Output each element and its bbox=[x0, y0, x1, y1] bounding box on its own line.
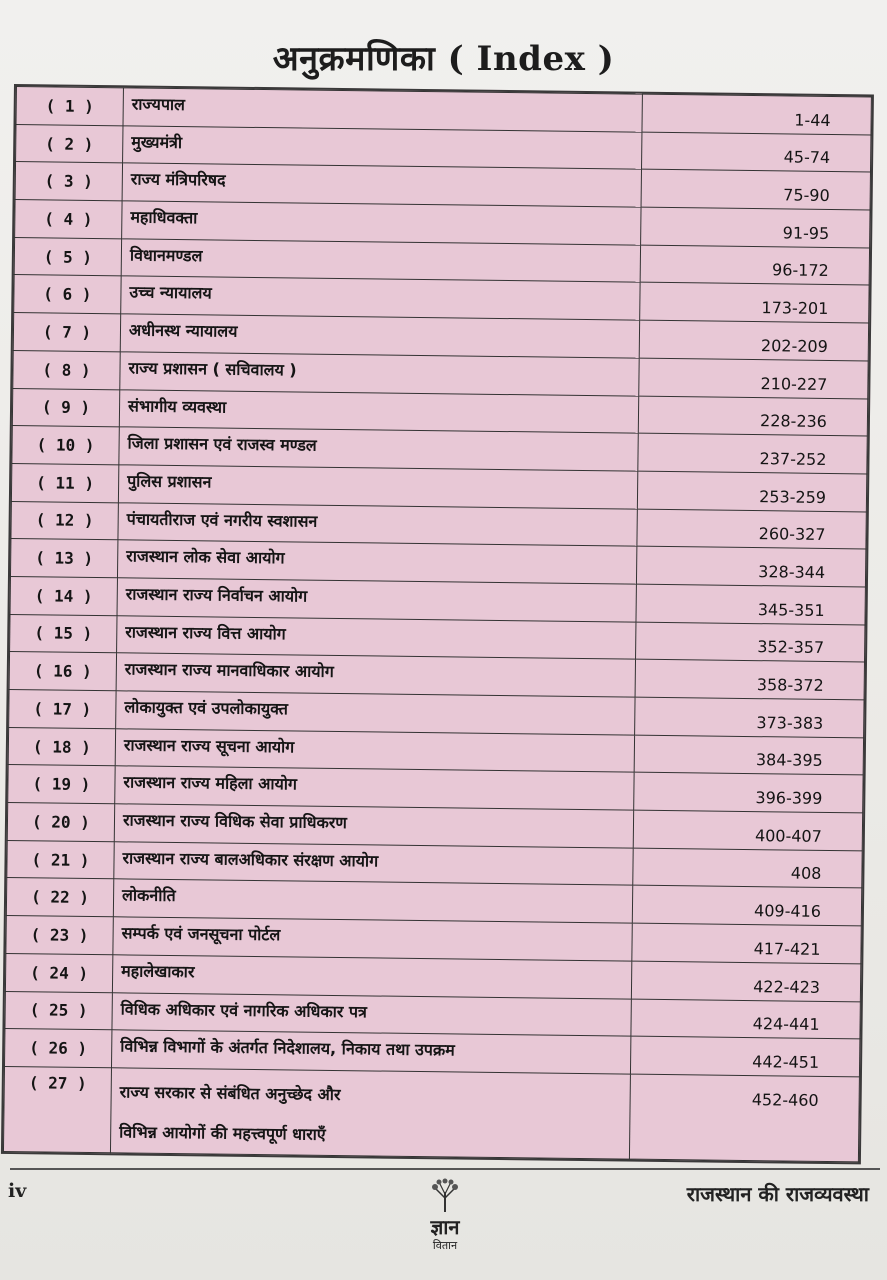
tree-icon bbox=[425, 1178, 465, 1212]
entry-pages: 260-327 bbox=[637, 509, 866, 549]
entry-pages: 424-441 bbox=[631, 999, 860, 1039]
entry-number: ( 26 ) bbox=[4, 1029, 111, 1068]
entry-pages: 442-451 bbox=[630, 1036, 859, 1077]
entry-pages: 45-74 bbox=[642, 132, 871, 172]
entry-topic: अधीनस्थ न्यायालय bbox=[120, 314, 639, 358]
entry-topic: राज्य मंत्रिपरिषद bbox=[122, 163, 641, 207]
entry-topic: पुलिस प्रशासन bbox=[118, 465, 637, 509]
entry-pages: 345-351 bbox=[636, 584, 865, 624]
entry-number: ( 27 ) bbox=[3, 1066, 111, 1152]
entry-number: ( 5 ) bbox=[14, 237, 121, 276]
entry-number: ( 14 ) bbox=[10, 576, 117, 615]
index-row bbox=[3, 1066, 859, 1161]
entry-pages: 202-209 bbox=[639, 320, 868, 360]
entry-topic: लोकायुक्त एवं उपलोकायुक्त bbox=[116, 691, 635, 735]
entry-pages: 452-460 bbox=[629, 1074, 859, 1162]
entry-pages: 210-227 bbox=[639, 358, 868, 398]
entry-topic: राज्य प्रशासन ( सचिवालय ) bbox=[120, 352, 639, 396]
entry-number: ( 10 ) bbox=[12, 426, 119, 465]
entry-topic: राज्यपाल bbox=[123, 88, 642, 132]
entry-pages: 228-236 bbox=[638, 396, 867, 436]
logo-text: ज्ञान bbox=[430, 1215, 460, 1239]
entry-number: ( 17 ) bbox=[9, 689, 116, 728]
entry-number: ( 24 ) bbox=[5, 953, 112, 992]
entry-topic: विधानमण्डल bbox=[121, 239, 640, 283]
entry-pages: 352-357 bbox=[636, 622, 865, 662]
entry-topic: राजस्थान राज्य महिला आयोग bbox=[115, 766, 634, 810]
entry-number: ( 11 ) bbox=[11, 463, 118, 502]
entry-topic: विभिन्न विभागों के अंतर्गत निदेशालय, निकाय तथा उपक्रम bbox=[111, 1030, 630, 1074]
entry-pages: 237-252 bbox=[638, 433, 867, 473]
entry-pages: 91-95 bbox=[641, 207, 870, 247]
logo-subtext: वितान bbox=[432, 1239, 458, 1252]
entry-topic: सम्पर्क एवं जनसूचना पोर्टल bbox=[113, 917, 632, 961]
entry-number: ( 1 ) bbox=[16, 87, 123, 126]
book-title: राजस्थान की राजव्यवस्था bbox=[686, 1182, 869, 1206]
entry-topic: विधिक अधिकार एवं नागरिक अधिकार पत्र bbox=[112, 992, 631, 1036]
entry-number: ( 9 ) bbox=[12, 388, 119, 427]
entry-number: ( 8 ) bbox=[13, 350, 120, 389]
entry-number: ( 22 ) bbox=[6, 878, 113, 917]
entry-number: ( 15 ) bbox=[10, 614, 117, 653]
entry-topic: राजस्थान राज्य बालअधिकार संरक्षण आयोग bbox=[114, 842, 633, 886]
entry-pages: 396-399 bbox=[634, 773, 863, 813]
entry-topic: महालेखाकार bbox=[112, 955, 631, 999]
entry-number: ( 4 ) bbox=[15, 200, 122, 239]
entry-pages: 400-407 bbox=[633, 810, 862, 850]
entry-topic: राजस्थान राज्य सूचना आयोग bbox=[115, 728, 634, 772]
entry-pages: 358-372 bbox=[635, 659, 864, 699]
entry-topic bbox=[110, 1068, 630, 1159]
entry-topic: राजस्थान राज्य विधिक सेवा प्राधिकरण bbox=[114, 804, 633, 848]
entry-topic: उच्च न्यायालय bbox=[121, 276, 640, 320]
entry-number: ( 13 ) bbox=[10, 539, 117, 578]
entry-topic: राजस्थान राज्य मानवाधिकार आयोग bbox=[116, 653, 635, 697]
entry-pages: 75-90 bbox=[641, 170, 870, 210]
entry-number: ( 19 ) bbox=[8, 765, 115, 804]
page-title: अनुक्रमणिका ( Index ) bbox=[272, 39, 615, 79]
page-number: iv bbox=[8, 1180, 27, 1202]
entry-topic: राजस्थान लोक सेवा आयोग bbox=[117, 540, 636, 584]
entry-pages: 1-44 bbox=[642, 94, 871, 134]
entry-number: ( 20 ) bbox=[7, 803, 114, 842]
entry-pages: 173-201 bbox=[640, 283, 869, 323]
entry-pages: 417-421 bbox=[632, 923, 861, 963]
entry-topic: लोकनीति bbox=[113, 879, 632, 923]
entry-number: ( 3 ) bbox=[15, 162, 122, 201]
entry-topic: राजस्थान राज्य निर्वाचन आयोग bbox=[117, 578, 636, 622]
entry-number: ( 25 ) bbox=[5, 991, 112, 1030]
entry-number: ( 23 ) bbox=[6, 916, 113, 955]
entry-pages: 373-383 bbox=[635, 697, 864, 737]
entry-number: ( 7 ) bbox=[13, 313, 120, 352]
entry-number: ( 16 ) bbox=[9, 652, 116, 691]
entry-pages: 409-416 bbox=[632, 886, 861, 926]
publisher-logo bbox=[405, 1178, 485, 1258]
entry-topic: मुख्यमंत्री bbox=[123, 126, 642, 170]
entry-topic: संभागीय व्यवस्था bbox=[119, 389, 638, 433]
entry-number: ( 2 ) bbox=[16, 124, 123, 163]
entry-pages: 253-259 bbox=[637, 471, 866, 511]
footer-divider bbox=[10, 1168, 880, 1170]
entry-topic: राजस्थान राज्य वित्त आयोग bbox=[117, 615, 636, 659]
entry-pages: 96-172 bbox=[640, 245, 869, 285]
entry-number: ( 18 ) bbox=[8, 727, 115, 766]
entry-pages: 328-344 bbox=[636, 546, 865, 586]
entry-pages: 408 bbox=[633, 848, 862, 888]
index-table bbox=[1, 84, 874, 1164]
entry-pages: 384-395 bbox=[634, 735, 863, 775]
index-table-body bbox=[3, 87, 871, 1162]
entry-topic: महाधिवक्ता bbox=[122, 201, 641, 245]
entry-topic-line: विभिन्न आयोगों की महत्त्वपूर्ण धाराएँ bbox=[119, 1122, 326, 1144]
entry-topic: पंचायतीराज एवं नगरीय स्वशासन bbox=[118, 502, 637, 546]
entry-number: ( 6 ) bbox=[14, 275, 121, 314]
entry-number: ( 12 ) bbox=[11, 501, 118, 540]
entry-topic-line: राज्य सरकार से संबंधित अनुच्छेद और bbox=[119, 1082, 341, 1105]
entry-pages: 422-423 bbox=[631, 961, 860, 1001]
entry-topic: जिला प्रशासन एवं राजस्व मण्डल bbox=[119, 427, 638, 471]
entry-number: ( 21 ) bbox=[7, 840, 114, 879]
